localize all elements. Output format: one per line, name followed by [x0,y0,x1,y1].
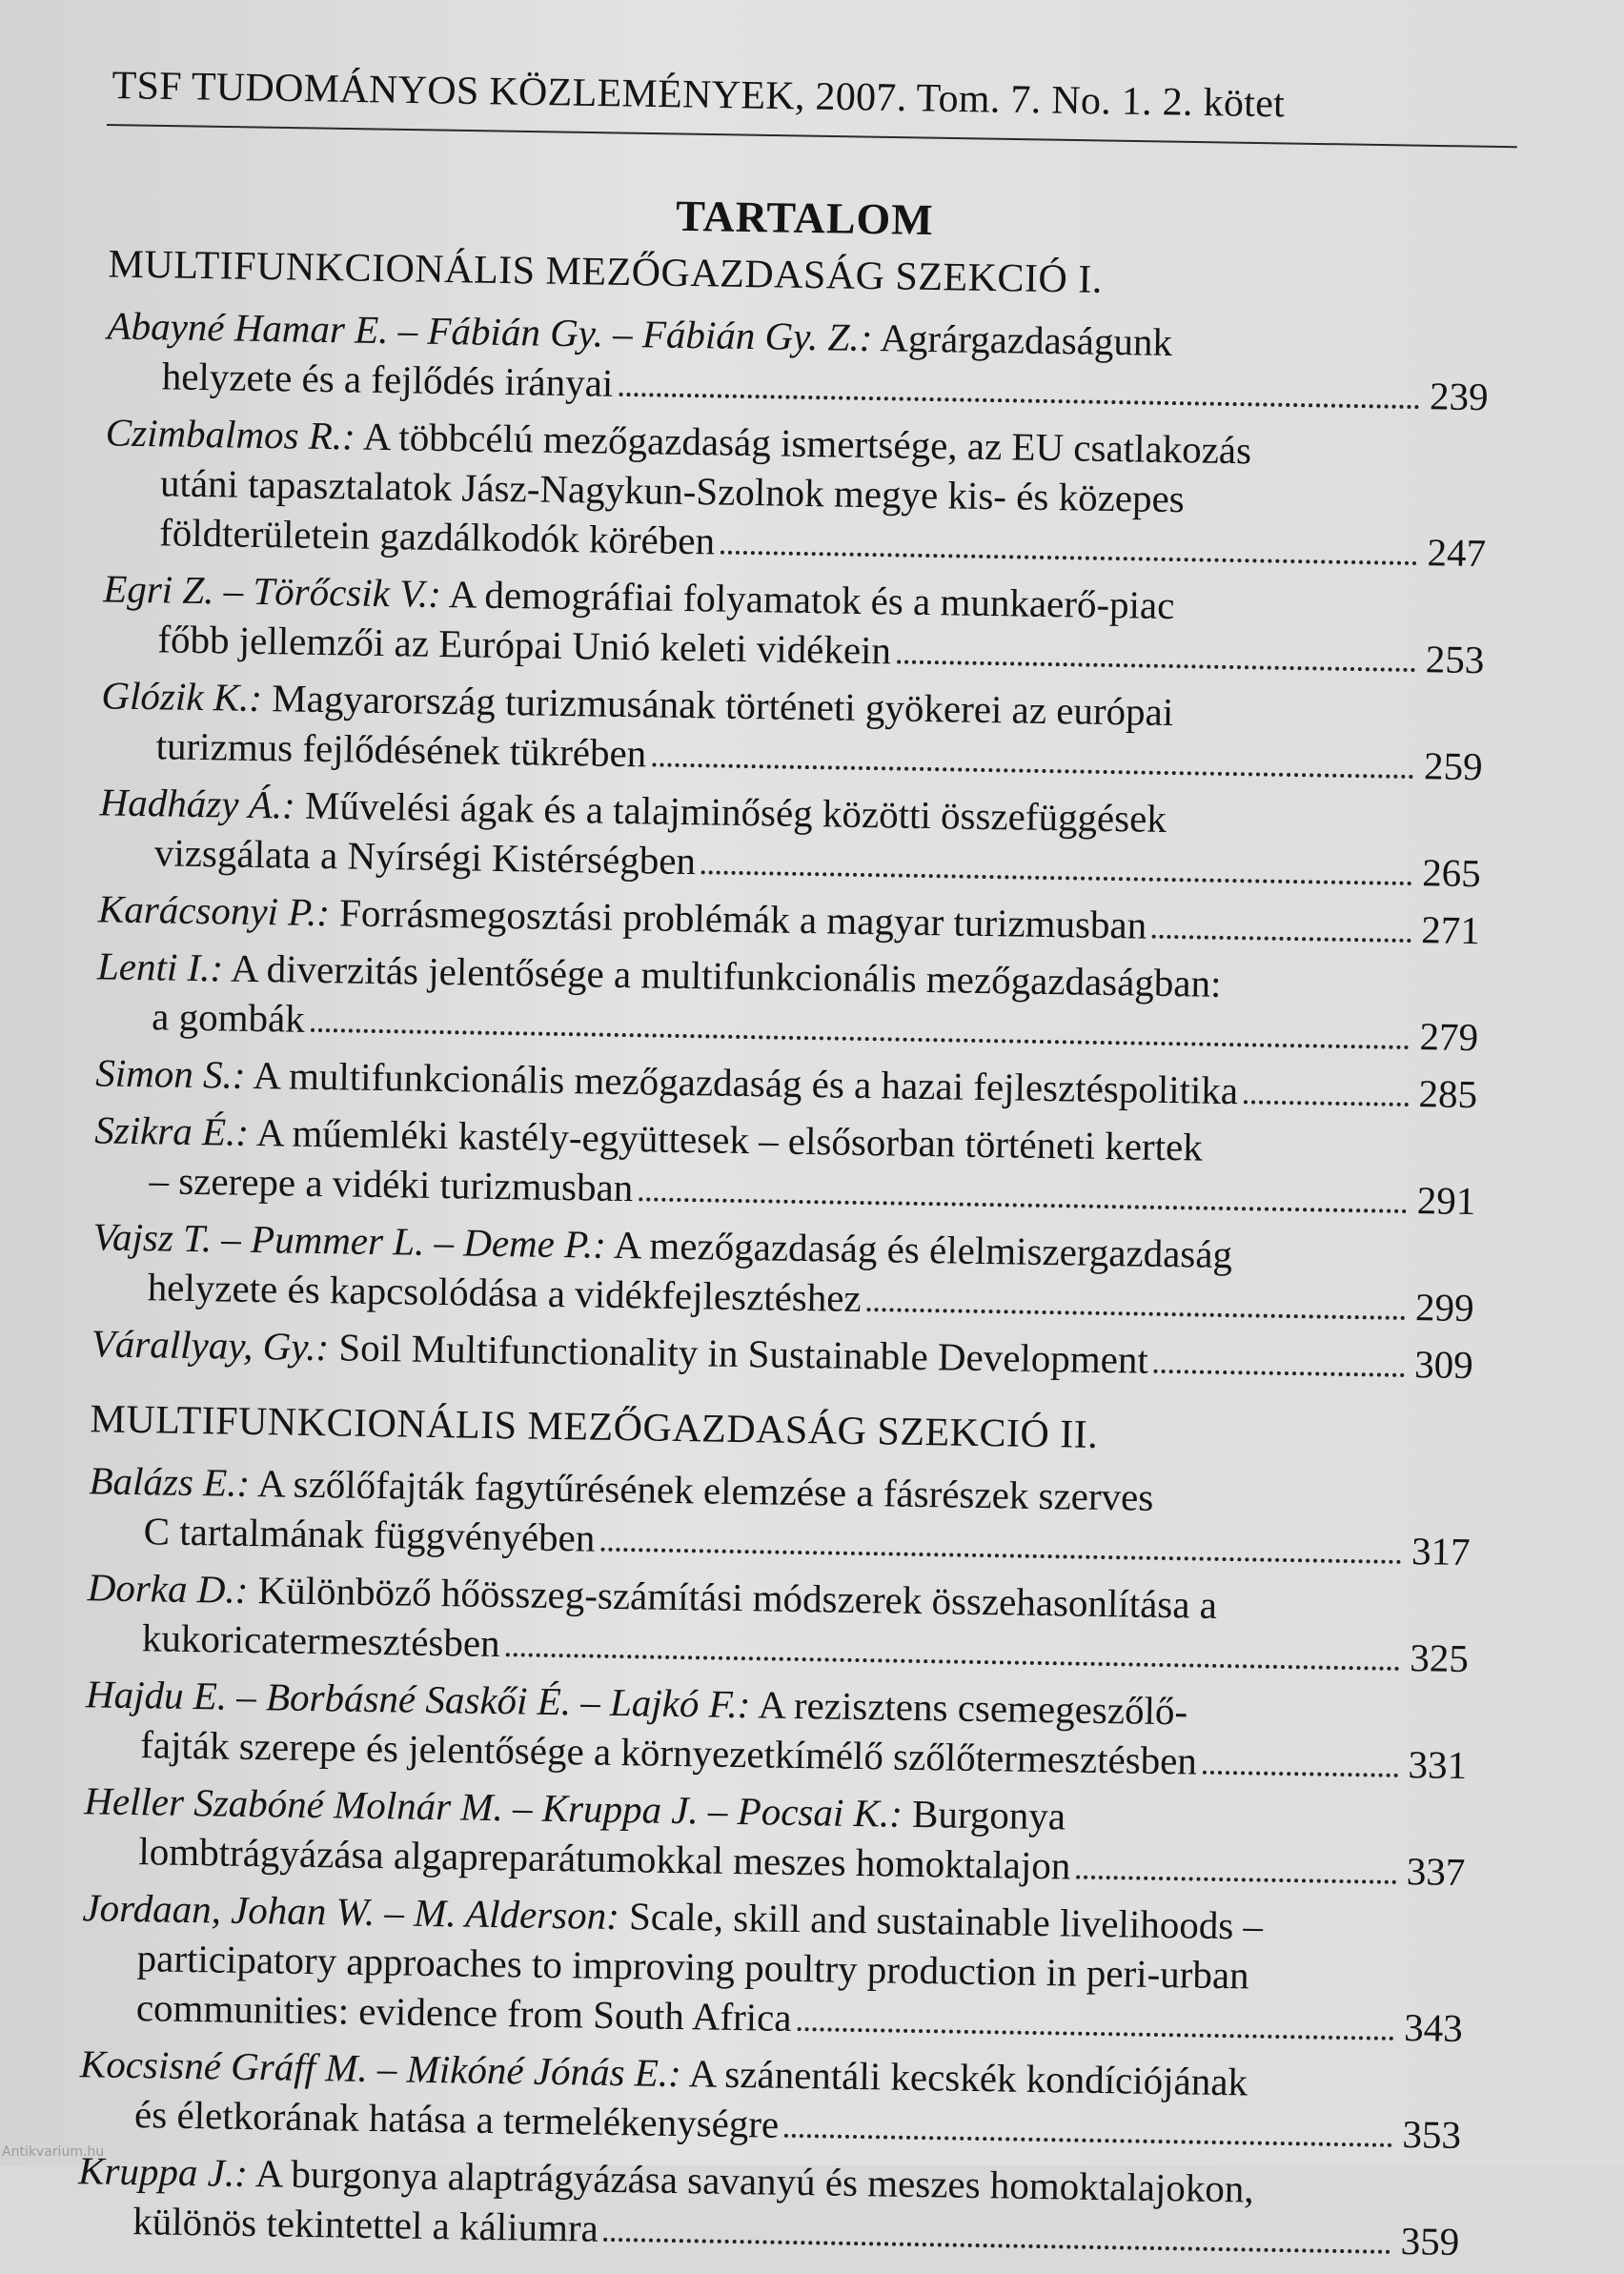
toc-entry [71,670,1483,791]
page-number: 317 [1411,1529,1471,1574]
toc-entry [56,1669,1468,1790]
entry-line-text [98,883,1147,949]
section-title: MULTIFUNKCIONÁLIS MEZŐGAZDASÁG SZEKCIÓ II. [90,1397,1099,1457]
toc-entry [49,2145,1460,2266]
entry-line-text [147,1262,862,1323]
entry-line-text [95,1047,1239,1115]
entry-title-text: A műemléki kastély-együttesek – elsősorban történeti kertek [255,1110,1204,1169]
entry-title-text: lombtrágyázása algapreparátumokkal meszes homoktalajon [138,1829,1071,1888]
entry-authors: Abayné Hamar E. – Fábián Gy. – Fábián Gy. Z.: [107,303,873,360]
dot-leader [784,2134,1392,2147]
dot-leader [652,762,1413,779]
dot-leader [721,551,1417,565]
dot-leader [867,1308,1406,1320]
entry-title-text: Magyarország turizmusának történeti gyökerei az európai [271,676,1174,735]
entry-authors: Karácsonyi P.: [97,886,331,935]
entry-authors: Egri Z. – Törőcsik V.: [102,566,442,616]
page-number: 285 [1418,1071,1478,1117]
entry-authors: Jordaan, Johan W. – M. Alderson: [82,1885,620,1939]
running-header: TSF TUDOMÁNYOS KÖZLEMÉNYEK, 2007. Tom. 7. No. 1. 2. kötet [112,63,1286,127]
entry-title-text: Forrásmegosztási problémák a magyar turizmusban [338,890,1147,947]
toc-entry [71,777,1482,898]
entry-title-text: földterületein gazdálkodók körében [158,510,716,563]
entry-title-text: Művelési ágak és a talajminőség közötti összefüggések [304,782,1167,841]
entry-title-text: A diverzitás jelentősége a multifunkcionális mezőgazdaságban: [230,945,1222,1005]
toc-entry [58,1562,1470,1683]
dot-leader [1152,935,1411,943]
toc-entry [59,1455,1471,1576]
toc-entry [77,300,1489,421]
entry-title-text: A szőlőfajták fagytűrésének elemzése a fásrészek szerves [256,1461,1154,1519]
entry-authors: Hajdu E. – Borbásné Saskői É. – Lajkó F.: [85,1672,751,1727]
page-number: 325 [1409,1635,1470,1681]
page-number: 343 [1403,2005,1464,2051]
toc-entry [68,941,1479,1062]
entry-authors: Dorka D.: [87,1565,249,1612]
page-number: 271 [1420,907,1481,953]
toc-title: TARTALOM [675,191,935,245]
entry-title-text: A többcélú mezőgazdaság ismertsége, az EU csatlakozás [362,414,1252,473]
page-number: 353 [1402,2112,1462,2157]
entry-title-text: a gombák [151,994,306,1041]
page-number: 291 [1416,1178,1476,1224]
entry-title-text: Különböző hőösszeg-számítási módszerek összehasonlítása a [257,1568,1218,1627]
dot-leader [311,1028,1410,1049]
entry-line-text [91,1318,1148,1384]
entry-line-text [154,827,697,885]
entry-authors: Simon S.: [94,1050,246,1097]
entry-line-text [149,1155,634,1212]
entry-title-text: turizmus fejlődésének tükrében [155,723,647,776]
page-number: 247 [1427,530,1487,576]
dot-leader [604,2238,1391,2254]
entry-title-text: kukoricatermesztésben [141,1615,500,1666]
entry-line-text [143,1506,595,1562]
toc-entry [51,2039,1462,2160]
dot-leader [797,2027,1393,2041]
entry-authors: Hadházy Á.: [99,780,296,827]
toc-entry [52,1882,1465,2053]
toc-entry [63,1211,1474,1332]
dot-leader [1076,1876,1396,1884]
entry-title-text: Soil Multifunctionality in Sustainable Development [338,1325,1149,1382]
entry-line-text [161,351,613,407]
dot-leader [505,1653,1399,1671]
entry-title-text: – szerepe a vidéki turizmusban [149,1158,634,1210]
entry-title-text: A mezőgazdaság és élelmiszergazdaság [613,1222,1233,1277]
entry-title-text: helyzete és a fejlődés irányai [161,354,614,405]
page-number: 359 [1400,2219,1460,2264]
entry-title-text: participatory approaches to improving poultry production in peri-urban [136,1936,1249,1998]
dot-leader [619,393,1419,409]
entry-line-text [132,2196,599,2253]
entry-title-text: A demográfiai folyamatok és a munkaerő-piac [448,572,1175,628]
entry-title-text: A rezisztens csemegeszőlő- [757,1682,1188,1734]
entry-title-text: C tartalmának függvényében [143,1509,596,1560]
toc-entry [73,563,1485,684]
entry-authors: Glózik K.: [101,673,263,721]
entry-title-text: Scale, skill and sustainable livelihoods – [628,1894,1264,1948]
entry-title-text: A burgonya alaptrágyázása savanyú és meszes homoktalajokon, [254,2151,1254,2211]
entry-title-text: A szánentáli kecskék kondíciójának [688,2051,1248,2104]
entry-line-text [142,1613,500,1668]
toc-entry [54,1776,1466,1897]
page-number: 279 [1419,1014,1479,1060]
entry-authors: Kruppa J.: [77,2148,249,2196]
table-of-contents [49,181,1492,2274]
entry-authors: Vajsz T. – Pummer L. – Deme P.: [92,1214,607,1267]
entry-authors: Czimbalmos R.: [105,410,356,458]
entry-authors: Balázs E.: [89,1458,251,1505]
entry-line-text [155,721,646,778]
entry-title-text: A multifunkcionális mezőgazdaság és a hazai fejlesztéspolitika [253,1052,1239,1113]
entry-title-text: utáni tapasztalatok Jász-Nagykun-Szolnok megye kis- és közepes [159,460,1186,521]
entry-authors: Szikra É.: [94,1107,250,1154]
page-number: 265 [1421,850,1482,896]
entry-title-text: és életkorának hatása a termelékenységre [133,2092,780,2146]
entry-line-text [157,614,891,675]
entry-line-text [136,1982,792,2042]
entry-title-text: Burgonya [911,1791,1066,1838]
page-number: 259 [1423,743,1483,789]
page-number: 309 [1413,1342,1474,1388]
entry-title-text: főbb jellemzői az Európai Unió keleti vidékein [157,617,892,673]
dot-leader [897,660,1415,673]
dot-leader [1244,1100,1409,1107]
entry-authors: Lenti I.: [96,944,224,990]
page-number: 337 [1406,1849,1466,1895]
dot-leader [701,870,1412,885]
entry-title-text: fajták szerepe és jelentősége a környezetkímélő szőlőtermesztésben [139,1722,1198,1783]
entry-title-text: communities: evidence from South Africa [135,1985,792,2040]
page-number: 299 [1414,1285,1474,1330]
entry-authors: Heller Szabóné Molnár M. – Kruppa J. – Pocsai K.: [83,1778,903,1836]
page-number: 253 [1425,637,1485,682]
page-number: 331 [1408,1742,1468,1788]
dot-leader [1154,1370,1405,1377]
dot-leader [639,1197,1407,1213]
section-title: MULTIFUNKCIONÁLIS MEZŐGAZDASÁG SZEKCIÓ I. [108,242,1104,302]
dot-leader [600,1548,1401,1564]
entry-title-text: helyzete és kapcsolódása a vidékfejlesztéshez [147,1265,863,1321]
dot-leader [1203,1771,1398,1777]
entry-authors: Várallyay, Gy.: [91,1321,330,1370]
toc-entry [65,1105,1476,1226]
entry-title-text: vizsgálata a Nyírségi Kistérségben [153,830,697,883]
watermark: Antikvarium.hu [2,2144,105,2160]
entry-title-text: különös tekintettel a káliumra [132,2199,599,2250]
entry-title-text: Agrárgazdaságunk [879,315,1173,365]
page-number: 239 [1429,374,1489,419]
toc-entry [75,407,1488,578]
entry-line-text [159,507,716,565]
entry-line-text [134,2089,780,2149]
header-rule [107,124,1517,148]
entry-line-text [152,991,305,1044]
entry-authors: Kocsisné Gráff M. – Mikóné Jónás E.: [79,2041,682,2096]
